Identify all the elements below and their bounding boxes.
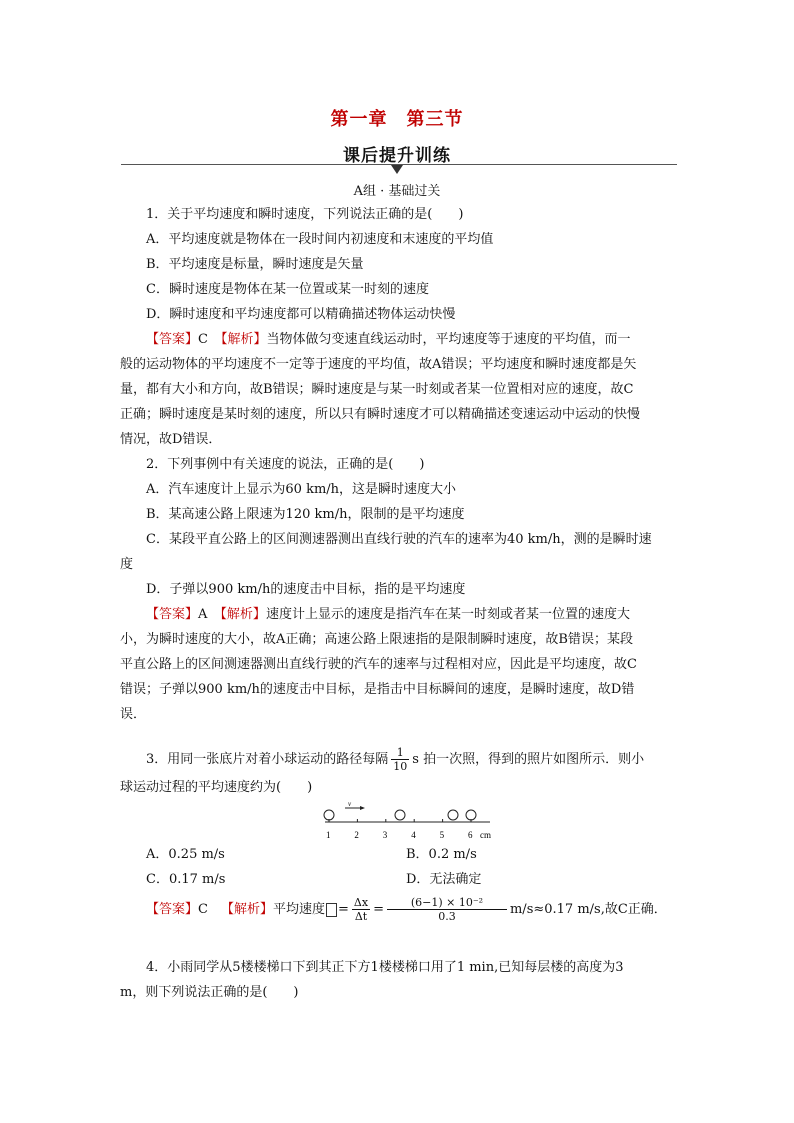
analysis-tag: 【解析】 — [220, 332, 267, 347]
q1-stem: 1．关于平均速度和瞬时速度，下列说法正确的是( ) — [146, 207, 464, 222]
q3-option-b: B．0.2 m/s — [406, 847, 477, 862]
velocity-arrowhead — [360, 806, 365, 810]
fraction-numerator: Δx — [353, 896, 369, 909]
ball-motion-figure — [120, 800, 680, 842]
q3-eq-fraction — [352, 896, 370, 923]
answer-tag: 【答案】 — [146, 332, 199, 347]
q1-answer-line — [120, 327, 680, 352]
q3-answer-line: 【答案】 C 【解析】 平均速度 = $\frac{\Delta x}{\Delta t}$ = $\frac{\text{(6−1) × 10⁻²}}{0.3}$ m/s≈0.17 m/s,故C正确． — [146, 896, 667, 923]
q3-option-d: D．无法确定 — [406, 872, 482, 887]
ruler-tick-label: 4 — [411, 830, 416, 840]
q2-option-a: A．汽车速度计上显示为60 km/h，这是瞬时速度大小 — [146, 482, 457, 497]
fraction-denominator: 10 — [393, 760, 408, 773]
ruler-tick-label: 1 — [326, 830, 331, 840]
q1-analysis-line: 般的运动物体的平均速度不一定等于速度的平均值，故A错误；平均速度和瞬时速度都是矢 — [120, 357, 637, 372]
q3-stem-cont: 球运动过程的平均速度约为( ) — [120, 780, 313, 795]
down-triangle-icon — [391, 165, 403, 174]
ruler-tick-label: 2 — [354, 830, 359, 840]
q1-answer: C — [198, 332, 208, 347]
q2-analysis-line: 误． — [120, 707, 147, 722]
fraction-denominator: 0.3 — [438, 910, 456, 923]
q3-analysis-text: 平均速度 — [273, 902, 326, 917]
q3-option-a: A．0.25 m/s — [146, 847, 225, 862]
ball-track-diagram — [310, 800, 510, 842]
fraction-numerator: (6−1) × 10⁻² — [387, 896, 507, 910]
q3-option-c: C．0.17 m/s — [146, 872, 226, 887]
ruler-tick-label: 6 — [468, 830, 473, 840]
answer-tag: 【答案】 — [146, 607, 199, 622]
q3-analysis-result: m/s≈0.17 m/s,故C正确． — [509, 902, 667, 917]
q2-option-c-cont: 度 — [120, 557, 134, 572]
q3-options-row — [120, 842, 680, 867]
q2-stem: 2．下列事例中有关速度的说法，正确的是( ) — [146, 457, 425, 472]
q2-analysis-line: 平直公路上的区间测速器测出直线行驶的汽车的速率与过程相对应，因此是平均速度，故C — [120, 657, 637, 672]
fraction-denominator: Δt — [354, 910, 368, 923]
ball-position — [395, 810, 405, 820]
ball-position — [324, 810, 334, 820]
placeholder-box-icon — [326, 903, 337, 917]
q3-stem-text: 3．用同一张底片对着小球运动的路径每隔 — [146, 752, 389, 767]
answer-tag: 【答案】 — [146, 902, 199, 917]
q1-analysis-line: 正确；瞬时速度是某时刻的速度，所以只有瞬时速度才可以精确描述变速运动中运动的快慢 — [120, 407, 641, 422]
q1-option-b: B．平均速度是标量，瞬时速度是矢量 — [146, 257, 364, 272]
q2-analysis-text: 速度计上显示的速度是指汽车在某一时刻或者某一位置的速度大 — [265, 607, 630, 622]
q2-answer: A — [198, 607, 208, 622]
q1-analysis-line: 量，都有大小和方向，故B错误；瞬时速度是与某一时刻或者某一位置相对应的速度，故C — [120, 382, 634, 397]
analysis-tag: 【解析】 — [220, 607, 266, 622]
q1-option-a: A．平均速度就是物体在一段时间内初速度和末速度的平均值 — [146, 232, 494, 247]
q3-stem — [120, 745, 680, 775]
ruler-tick-label: 3 — [382, 830, 388, 840]
section-title: 课后提升训练 — [343, 146, 451, 166]
q2-analysis-line: 小，为瞬时速度的大小，故A正确；高速公路上限速指的是限制瞬时速度，故B错误；某段 — [120, 632, 633, 647]
questions-content — [120, 202, 680, 1005]
analysis-tag: 【解析】 — [220, 902, 273, 917]
q1-option-d: D．瞬时速度和平均速度都可以精确描述物体运动快慢 — [146, 307, 456, 322]
q3-options-row — [120, 867, 680, 892]
q3-answer: C — [198, 902, 208, 917]
q3-fraction — [391, 746, 409, 773]
ball-position — [448, 810, 458, 820]
q4-stem-cont: m，则下列说法正确的是( ) — [120, 985, 299, 1000]
q2-option-c: C．某段平直公路上的区间测速器测出直线行驶的汽车的速率为40 km/h，测的是瞬时速 — [146, 532, 652, 547]
chapter-title: 第一章 第三节 — [330, 109, 464, 130]
q4-stem: 4．小雨同学从5楼楼梯口下到其正下方1楼楼梯口用了1 min,已知每层楼的高度为3 — [146, 960, 624, 975]
q1-option-c: C．瞬时速度是物体在某一位置或某一时刻的速度 — [146, 282, 429, 297]
ball-position — [466, 810, 476, 820]
group-title: A组 · 基础过关 — [353, 184, 441, 199]
unit-label: cm — [480, 830, 491, 840]
arrow-label: v — [348, 800, 352, 808]
ruler-tick-label: 5 — [439, 830, 445, 840]
q3-eq-fraction — [387, 896, 507, 923]
q2-option-d: D．子弹以900 km/h的速度击中目标，指的是平均速度 — [146, 582, 466, 597]
q1-analysis-text: 当物体做匀变速直线运动时，平均速度等于速度的平均值，而一 — [266, 332, 631, 347]
q2-option-b: B．某高速公路上限速为120 km/h，限制的是平均速度 — [146, 507, 465, 522]
q3-stem-text: s 拍一次照，得到的照片如图所示．则小 — [412, 752, 645, 767]
fraction-numerator: 1 — [391, 746, 409, 760]
q2-analysis-line: 错误；子弹以900 km/h的速度击中目标，是指击中目标瞬间的速度，是瞬时速度，故D错 — [120, 682, 635, 697]
q1-analysis-line: 情况，故D错误． — [120, 432, 222, 447]
q2-answer-line — [120, 602, 680, 627]
